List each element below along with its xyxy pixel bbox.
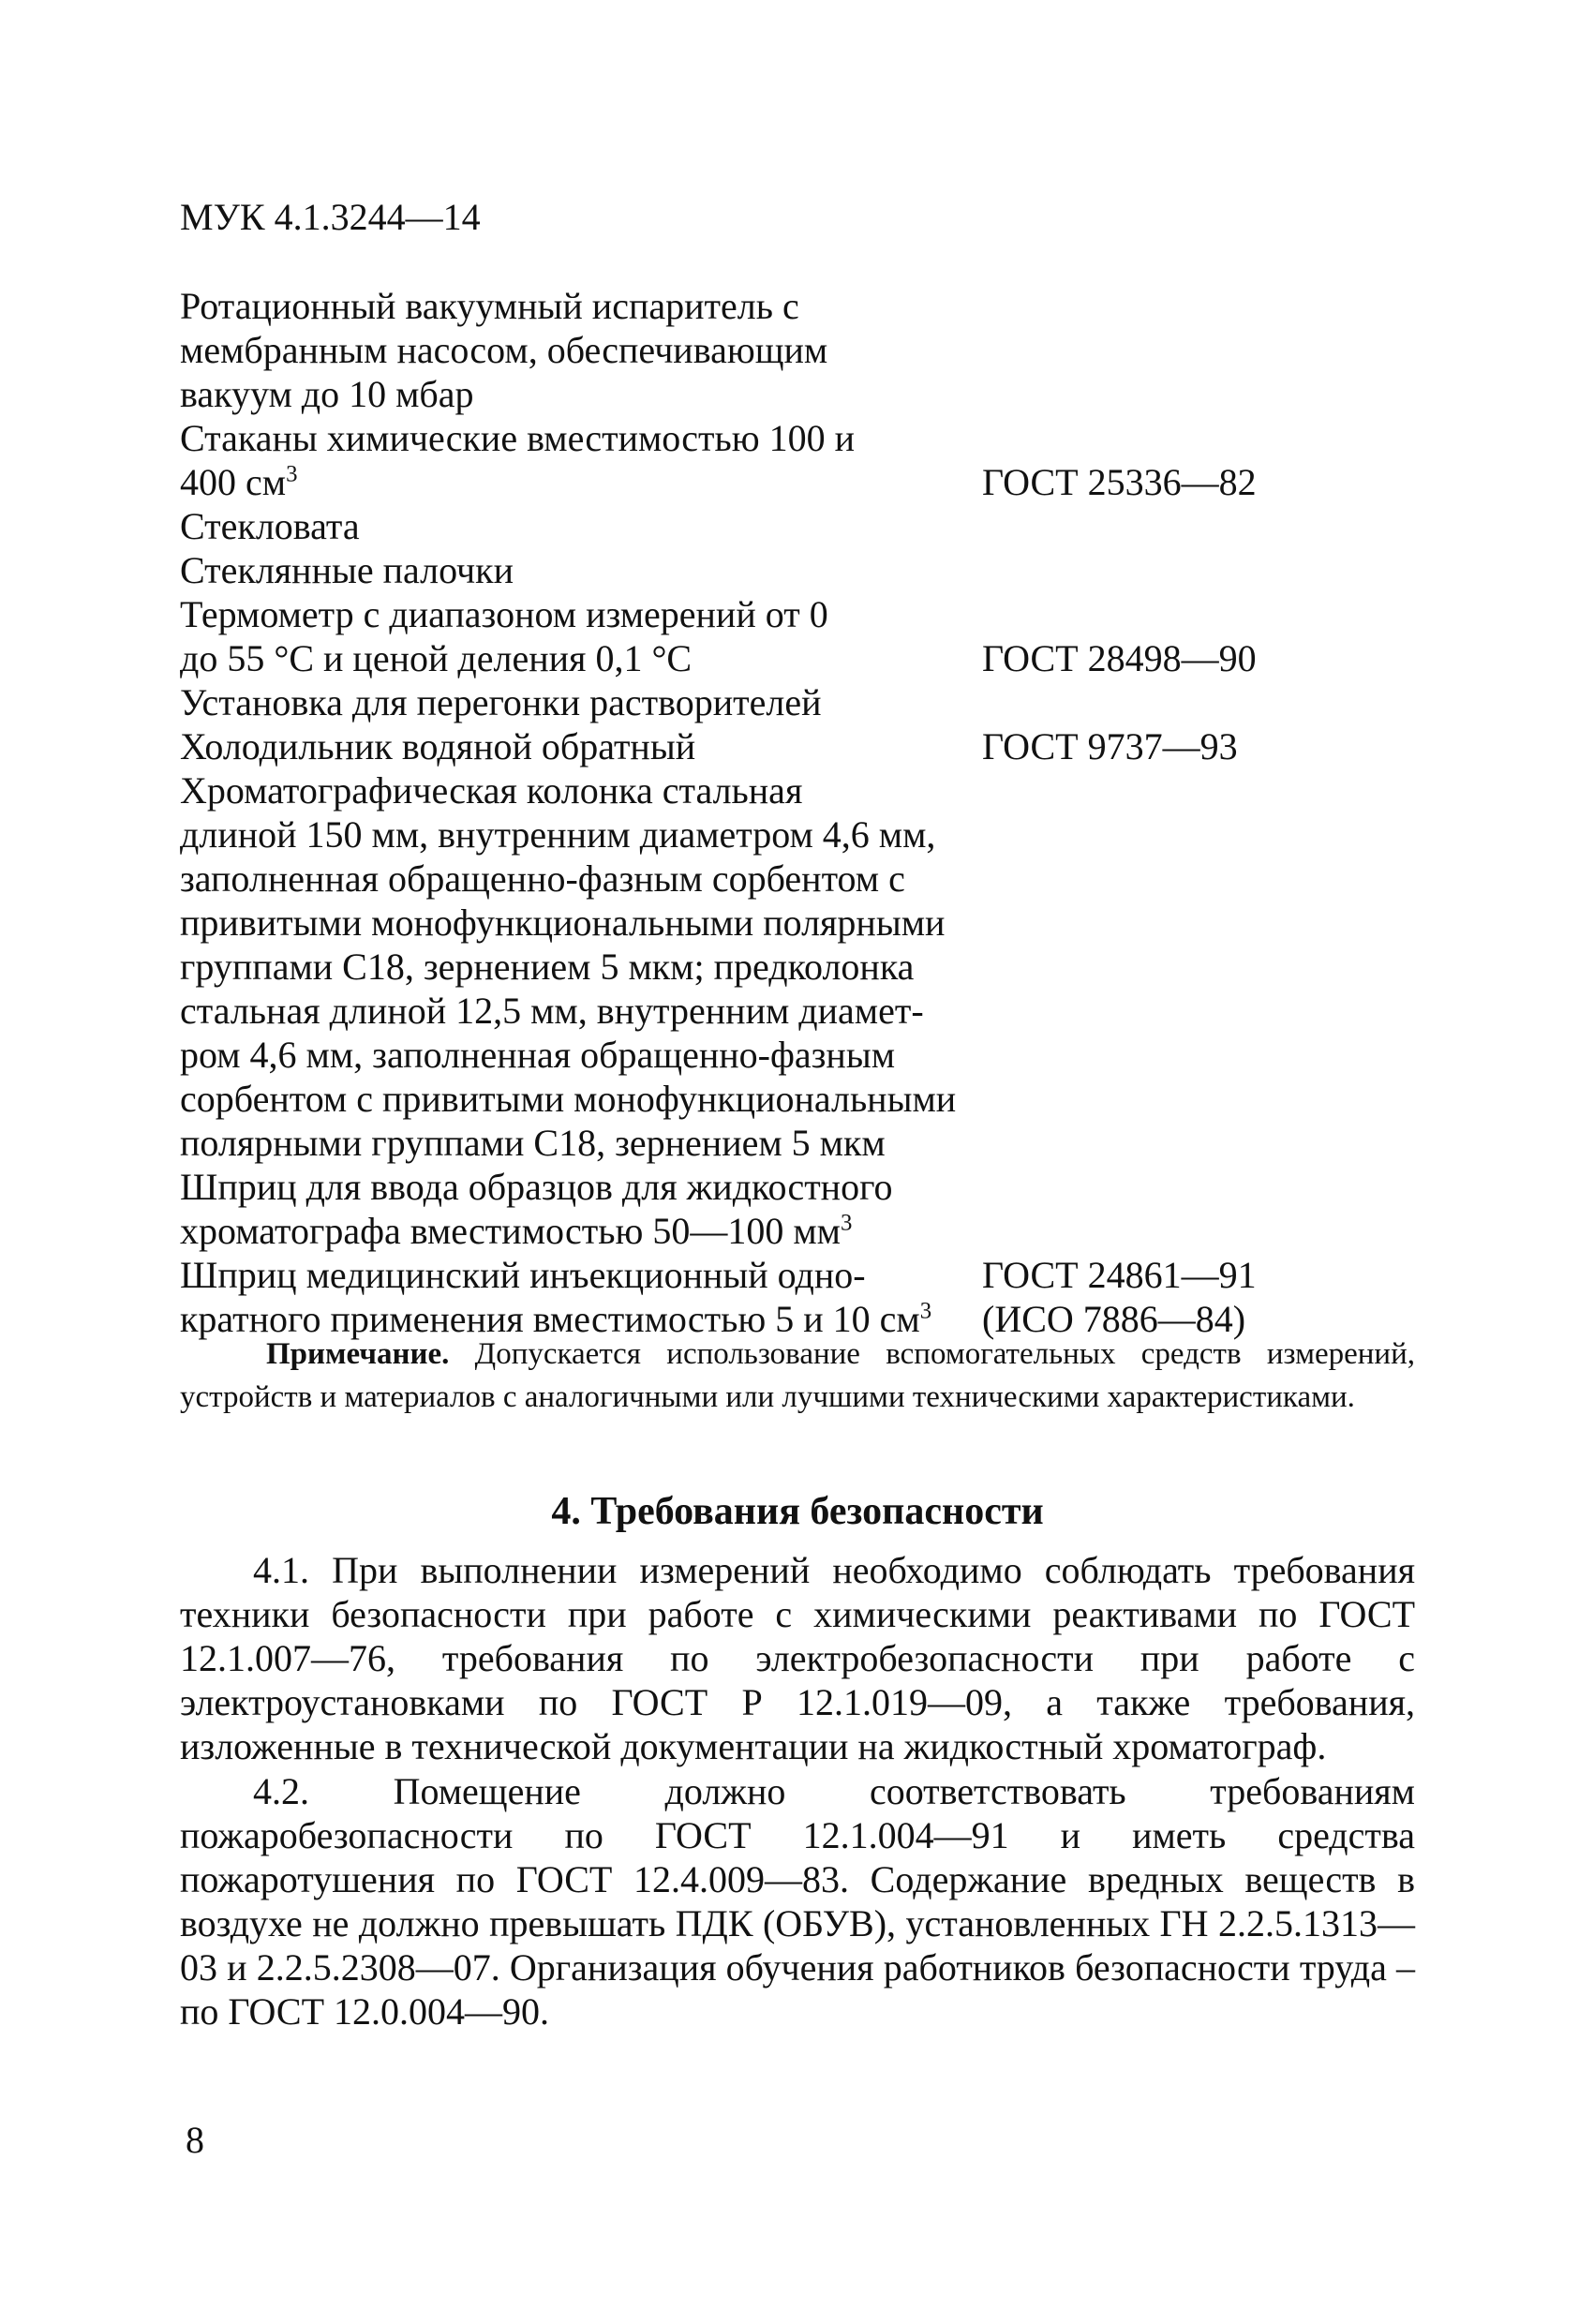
equipment-item	[180, 504, 1286, 548]
equipment-name	[180, 548, 982, 592]
equipment-name-line: Шприц медицинский инъекционный одно-	[180, 1254, 866, 1296]
equipment-item	[180, 416, 1286, 504]
superscript: 3	[919, 1298, 932, 1324]
equipment-standard-line: (ИСО 7886—84)	[982, 1298, 1246, 1340]
equipment-name-line: Ротационный вакуумный испаритель с	[180, 285, 799, 327]
equipment-name-line: полярными группами С18, зернением 5 мкм	[180, 1122, 886, 1164]
equipment-name-line: мембранным насосом, обеспечивающим	[180, 329, 828, 371]
equipment-item	[180, 680, 1286, 724]
section-paragraph-4-2: 4.2. Помещение должно соответствовать требованиям пожаробезопасности по ГОСТ 12.1.004—91 и иметь средства пожаротушения по ГОСТ 12.4.009—83. Содержание вредных веществ в воздухе не должно превышать ПДК (ОБУВ), установленных ГН 2.2.5.1313—03 и 2.2.5.2308—07. Организация обучения работников безопасности труда – по ГОСТ 12.0.004—90.	[180, 1770, 1415, 2033]
equipment-name	[180, 284, 982, 416]
equipment-standard: ГОСТ 9737—93	[982, 725, 1238, 767]
superscript: 3	[286, 461, 298, 487]
equipment-name-line	[180, 1209, 982, 1253]
equipment-name	[180, 416, 982, 504]
equipment-name-line: длиной 150 мм, внутренним диаметром 4,6 мм,	[180, 813, 936, 856]
equipment-item	[180, 768, 1286, 1165]
equipment-name-line: Установка для перегонки растворителей	[180, 681, 822, 723]
equipment-name-line: Шприц для ввода образцов для жидкостного	[180, 1166, 893, 1208]
equipment-name	[180, 504, 982, 548]
equipment-name-line: Хроматографическая колонка стальная	[180, 769, 803, 812]
equipment-standard-line: ГОСТ 24861—91	[982, 1254, 1257, 1296]
equipment-name-line: до 55 °С и ценой деления 0,1 °С	[180, 637, 693, 679]
equipment-standard: ГОСТ 25336—82	[982, 461, 1257, 503]
note-label: Примечание.	[266, 1337, 450, 1371]
document-code-header: МУК 4.1.3244—14	[180, 196, 481, 238]
equipment-name-line: Холодильник водяной обратный	[180, 725, 696, 767]
note-paragraph	[180, 1333, 1415, 1419]
equipment-name-text: кратного применения вместимостью 5 и 10 см	[180, 1298, 920, 1340]
section-title: 4. Требования безопасности	[551, 1490, 1044, 1533]
equipment-item	[180, 592, 1286, 680]
equipment-item	[180, 1253, 1286, 1341]
equipment-name-line: заполненная обращенно-фазным сорбентом с	[180, 857, 905, 900]
superscript: 3	[840, 1210, 853, 1236]
equipment-name	[180, 680, 982, 724]
equipment-item	[180, 284, 1286, 416]
equipment-name	[180, 1165, 982, 1253]
equipment-name-line: сорбентом с привитыми монофункциональными	[180, 1078, 957, 1120]
equipment-standard: ГОСТ 28498—90	[982, 637, 1257, 679]
equipment-name-line: Стаканы химические вместимостью 100 и	[180, 417, 856, 459]
equipment-name-line: Термометр с диапазоном измерений от 0	[180, 593, 828, 635]
equipment-item	[180, 724, 1286, 768]
equipment-standard	[982, 1253, 1257, 1341]
equipment-name-line	[180, 460, 982, 504]
equipment-name-line: Стекловата	[180, 505, 360, 547]
equipment-item	[180, 548, 1286, 592]
page-number: 8	[186, 2119, 204, 2161]
equipment-name	[180, 768, 982, 1165]
equipment-name-line: привитыми монофункциональными полярными	[180, 901, 946, 944]
note-text: Допускается использование вспомогательных средств измерений, устройств и материалов с аналогичными или лучшими техническими характеристиками.	[180, 1337, 1415, 1414]
equipment-name-line: ром 4,6 мм, заполненная обращенно-фазным	[180, 1034, 896, 1076]
section-paragraph-4-1: 4.1. При выполнении измерений необходимо соблюдать требования техники безопасности при работе с химическими реактивами по ГОСТ 12.1.007—76, требования по электробезопасности при работе с электроустановками по ГОСТ Р 12.1.019—09, а также требования, изложенные в технической документации на жидкостный хроматограф.	[180, 1549, 1415, 1767]
equipment-name-line: группами С18, зернением 5 мкм; предколонка	[180, 946, 915, 988]
equipment-name	[180, 592, 982, 680]
equipment-name-line: стальная длиной 12,5 мм, внутренним диамет-	[180, 990, 924, 1032]
equipment-name-text: 400 см	[180, 461, 287, 503]
equipment-name-line: Стеклянные палочки	[180, 549, 514, 591]
equipment-list	[180, 284, 1286, 1341]
equipment-name-line: вакуум до 10 мбар	[180, 373, 474, 415]
equipment-name-text: хроматографа вместимостью 50—100 мм	[180, 1210, 841, 1252]
equipment-name	[180, 724, 982, 768]
equipment-item	[180, 1165, 1286, 1253]
equipment-name	[180, 1253, 982, 1341]
